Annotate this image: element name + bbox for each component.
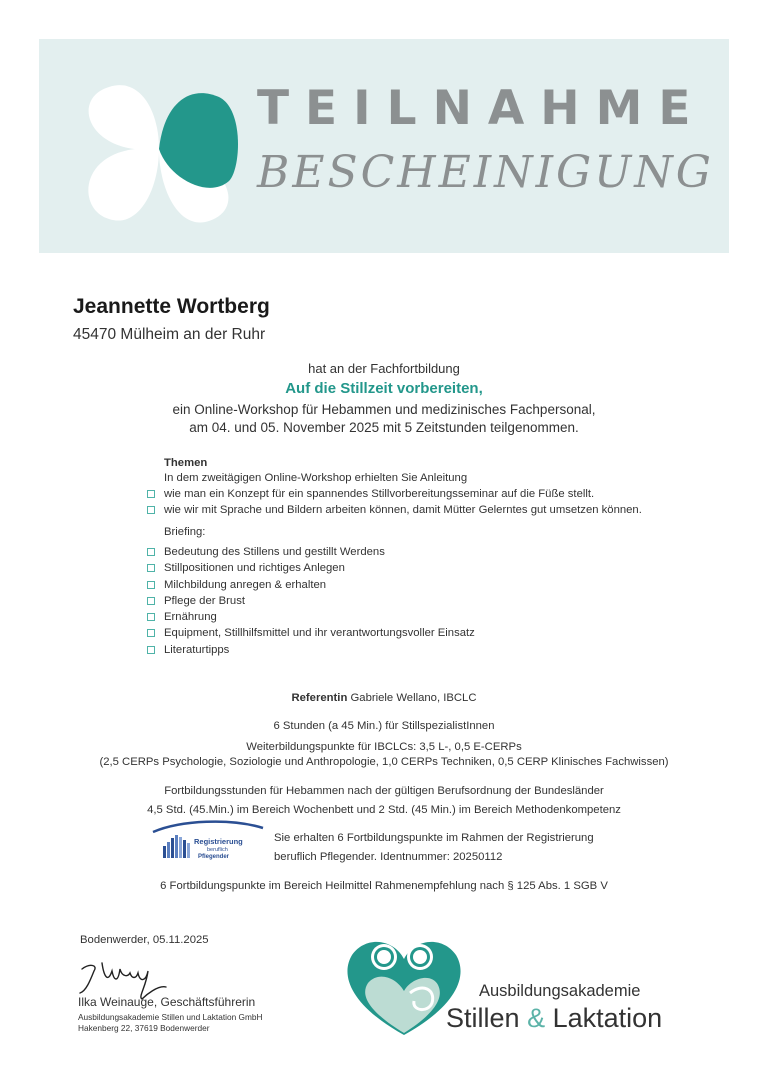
fortbildung-line1: Fortbildungsstunden für Hebammen nach der gültigen Berufsordnung der Bundesländer <box>164 785 604 797</box>
themes-intro: In dem zweitägigen Online-Workshop erhielten Sie Anleitung <box>164 472 468 484</box>
participant-name: Jeannette Wortberg <box>73 295 270 318</box>
heilmittel-line: 6 Fortbildungspunkte im Bereich Heilmittel Rahmenempfehlung nach § 125 Abs. 1 SGB V <box>160 880 608 892</box>
list-item: Literaturtipps <box>147 642 707 658</box>
registration-line1: Sie erhalten 6 Fortbildungspunkte im Rahmen der Registrierung <box>274 832 594 844</box>
reg-logo-word3: Pflegender <box>198 854 230 860</box>
hours-line: 6 Stunden (a 45 Min.) für StillspezialistInnen <box>273 720 495 732</box>
reg-logo-word1: Registrierung <box>194 837 243 846</box>
ibclc-points-line1: Weiterbildungspunkte für IBCLCs: 3,5 L-, 0,5 E-CERPs <box>246 741 522 753</box>
participant-city: 45470 Mülheim an der Ruhr <box>73 326 266 343</box>
checkbox-icon <box>147 646 155 654</box>
referent-label: Referentin <box>291 692 348 704</box>
list-item: Ernährung <box>147 609 707 625</box>
signatory-organization: Ausbildungsakademie Stillen und Laktation GmbH Hakenberg 22, 37619 Bodenwerder <box>78 1012 263 1033</box>
checkbox-icon <box>147 490 155 498</box>
checkbox-icon <box>147 548 155 556</box>
briefing-label: Briefing: <box>164 526 206 538</box>
referent-name: Gabriele Wellano, IBCLC <box>350 692 477 704</box>
themes-section <box>147 456 707 658</box>
registration-line2: beruflich Pflegender. Identnummer: 20250112 <box>274 851 503 863</box>
signatory-name: Ilka Weinauge, Geschäftsführerin <box>78 995 256 1009</box>
academy-name-line1: Ausbildungsakademie <box>479 982 641 1000</box>
registrierung-logo-icon <box>151 818 266 864</box>
place-date: Bodenwerder, 05.11.2025 <box>80 934 209 946</box>
themes-heading: Themen <box>164 457 208 469</box>
clover-logo-icon <box>69 69 249 239</box>
checkbox-icon <box>147 629 155 637</box>
list-item: wie man ein Konzept für ein spannendes Stillvorbereitungsseminar auf die Füße stellt. <box>147 486 707 502</box>
list-item: Equipment, Stillhilfsmittel und ihr verantwortungsvoller Einsatz <box>147 625 707 641</box>
certificate-title: TEILNAHME <box>257 81 707 136</box>
certificate-subtitle: BESCHEINIGUNG <box>257 147 714 198</box>
checkbox-icon <box>147 597 155 605</box>
checkbox-icon <box>147 564 155 572</box>
checkbox-icon <box>147 613 155 621</box>
academy-name-line2: Stillen & Laktation <box>446 1003 663 1033</box>
course-description-line1: ein Online-Workshop für Hebammen und medizinisches Fachpersonal, <box>172 402 596 417</box>
referent-line <box>0 692 768 704</box>
ibclc-points-line2: (2,5 CERPs Psychologie, Soziologie und Anthropologie, 1,0 CERPs Techniken, 0,5 CERP Klinisches Fachwissen) <box>99 756 669 768</box>
checkbox-icon <box>147 581 155 589</box>
checkbox-icon <box>147 506 155 514</box>
header-banner <box>39 39 729 253</box>
course-title: Auf die Stillzeit vorbereiten, <box>285 380 483 397</box>
list-item: Pflege der Brust <box>147 593 707 609</box>
reg-logo-word2: beruflich <box>207 847 228 853</box>
fortbildung-line2: 4,5 Std. (45.Min.) im Bereich Wochenbett und 2 Std. (45 Min.) im Bereich Methodenkompetenz <box>147 804 621 816</box>
list-item: wie wir mit Sprache und Bildern arbeiten können, damit Mütter Gelerntes gut umsetzen können. <box>147 502 707 518</box>
course-intro: hat an der Fachfortbildung <box>308 361 460 376</box>
list-item: Stillpositionen und richtiges Anlegen <box>147 560 707 576</box>
list-item: Milchbildung anregen & erhalten <box>147 577 707 593</box>
course-description-line2: am 04. und 05. November 2025 mit 5 Zeitstunden teilgenommen. <box>189 420 579 435</box>
list-item: Bedeutung des Stillens und gestillt Werdens <box>147 544 707 560</box>
